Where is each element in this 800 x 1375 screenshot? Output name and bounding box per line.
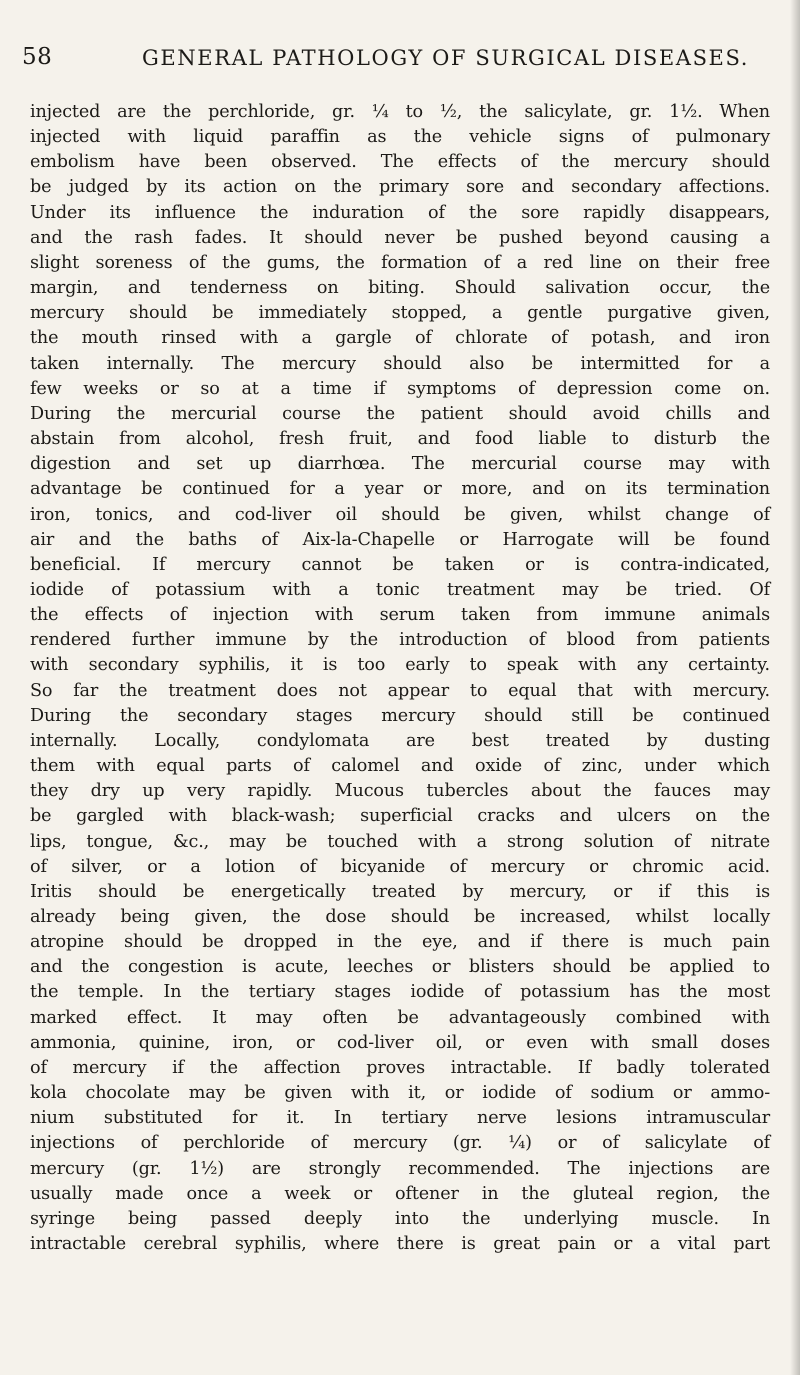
text-line: nium substituted for it. In tertiary nerve lesions intramuscular xyxy=(30,1108,770,1129)
text-line: mercury (gr. 1½) are strongly recommended. The injections are xyxy=(30,1158,770,1179)
text-line: During the secondary stages mercury should still be continued xyxy=(30,705,770,726)
text-line: usually made once a week or oftener in the gluteal region, the xyxy=(30,1183,770,1204)
text-line: injections of perchloride of mercury (gr. ¼) or of salicylate of xyxy=(30,1133,770,1154)
text-line: with secondary syphilis, it is too early to speak with any certainty. xyxy=(30,655,770,676)
text-line: of mercury if the affection proves intractable. If badly tolerated xyxy=(30,1057,770,1078)
page-header xyxy=(22,44,760,74)
text-line: taken internally. The mercury should also be intermitted for a xyxy=(30,353,770,374)
text-line: Iritis should be energetically treated by mercury, or if this is xyxy=(30,881,770,902)
text-line: injected are the perchloride, gr. ¼ to ½, the salicylate, gr. 1½. When xyxy=(30,102,770,122)
text-line: the temple. In the tertiary stages iodide of potassium has the most xyxy=(30,982,770,1003)
text-line: atropine should be dropped in the eye, and if there is much pain xyxy=(30,932,770,953)
text-line: intractable cerebral syphilis, where there is great pain or a vital part xyxy=(30,1234,770,1255)
running-head: GENERAL PATHOLOGY OF SURGICAL DISEASES. xyxy=(142,46,749,70)
text-line: and the rash fades. It should never be pushed beyond causing a xyxy=(30,227,770,248)
text-line: the effects of injection with serum taken from immune animals xyxy=(30,605,770,626)
text-line: abstain from alcohol, fresh fruit, and food liable to disturb the xyxy=(30,429,770,450)
text-line: already being given, the dose should be increased, whilst locally xyxy=(30,907,770,927)
text-line: them with equal parts of calomel and oxide of zinc, under which xyxy=(30,756,770,777)
page-edge-shadow xyxy=(790,0,800,1375)
text-line: Under its influence the induration of the sore rapidly disappears, xyxy=(30,202,770,223)
text-line: margin, and tenderness on biting. Should salivation occur, the xyxy=(30,278,770,299)
text-line: few weeks or so at a time if symptoms of depression come on. xyxy=(30,378,770,399)
text-line: So far the treatment does not appear to equal that with mercury. xyxy=(30,680,770,701)
text-line: internally. Locally, condylomata are best treated by dusting xyxy=(30,730,770,751)
body-text xyxy=(30,100,770,1257)
text-line: air and the baths of Aix-la-Chapelle or Harrogate will be found xyxy=(30,529,770,550)
text-line: kola chocolate may be given with it, or iodide of sodium or ammo- xyxy=(30,1083,770,1104)
text-line: advantage be continued for a year or more, and on its termination xyxy=(30,479,770,500)
text-line: iodide of potassium with a tonic treatment may be tried. Of xyxy=(30,579,770,600)
text-line: digestion and set up diarrhœa. The mercurial course may with xyxy=(30,454,770,475)
text-line: mercury should be immediately stopped, a gentle purgative given, xyxy=(30,303,770,324)
text-line: be gargled with black-wash; superficial cracks and ulcers on the xyxy=(30,806,770,827)
text-line: During the mercurial course the patient should avoid chills and xyxy=(30,403,770,424)
text-line: they dry up very rapidly. Mucous tubercles about the fauces may xyxy=(30,781,770,802)
text-line: injected with liquid paraffin as the vehicle signs of pulmonary xyxy=(30,127,770,148)
text-line: rendered further immune by the introduction of blood from patients xyxy=(30,630,770,651)
text-line: beneficial. If mercury cannot be taken or is contra-indicated, xyxy=(30,554,770,575)
text-line: and the congestion is acute, leeches or blisters should be applied to xyxy=(30,957,770,978)
page-number: 58 xyxy=(22,44,53,70)
text-line: the mouth rinsed with a gargle of chlorate of potash, and iron xyxy=(30,328,770,349)
text-line: slight soreness of the gums, the formation of a red line on their free xyxy=(30,252,770,273)
text-line: embolism have been observed. The effects of the mercury should xyxy=(30,152,770,173)
text-line: iron, tonics, and cod-liver oil should be given, whilst change of xyxy=(30,504,770,525)
text-line: of silver, or a lotion of bicyanide of mercury or chromic acid. xyxy=(30,856,770,877)
text-line: lips, tongue, &c., may be touched with a strong solution of nitrate xyxy=(30,831,770,852)
text-line: ammonia, quinine, iron, or cod-liver oil, or even with small doses xyxy=(30,1032,770,1053)
text-line: marked effect. It may often be advantageously combined with xyxy=(30,1007,770,1028)
text-line: be judged by its action on the primary sore and secondary affections. xyxy=(30,177,770,198)
text-line: syringe being passed deeply into the underlying muscle. In xyxy=(30,1208,770,1229)
